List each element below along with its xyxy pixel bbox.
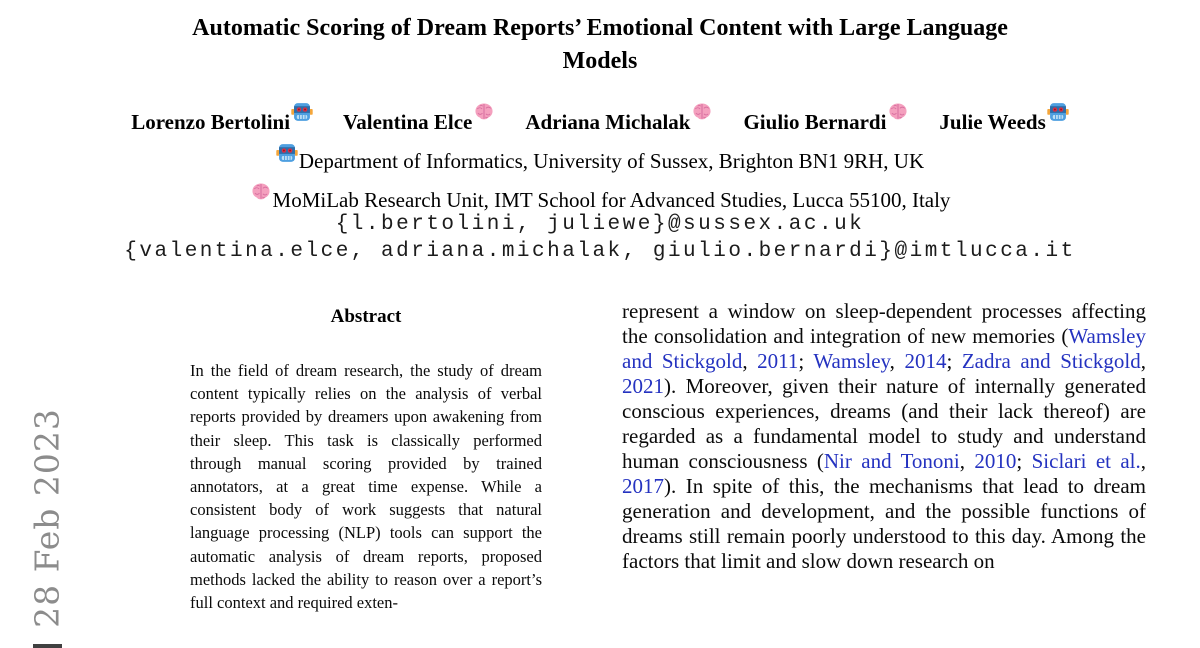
affiliation-imt	[0, 181, 1200, 213]
body-text-segment: ,	[742, 349, 758, 373]
author-name-text: Giulio Bernardi	[743, 110, 887, 134]
abstract-heading: Abstract	[330, 306, 402, 327]
body-text-segment: ;	[1016, 449, 1032, 473]
author-name-text: Adriana Michalak	[525, 110, 691, 134]
citation-link[interactable]: 2017	[622, 474, 664, 498]
paper-title: Automatic Scoring of Dream Reports’ Emotional Content with Large Language Models	[192, 15, 1008, 74]
brain-icon	[887, 101, 909, 123]
body-text-segment: represent a window on sleep-dependent processes affecting the consolidation and integration of new memories (	[622, 299, 1146, 348]
body-text-segment: ,	[1140, 349, 1146, 373]
body-text-segment: ). Moreover, given their nature of internally generated conscious experiences, dreams (and their lack thereof) are regarded as a fundamental model to study and understand human consciousness (	[622, 374, 1146, 473]
body-text-segment: ). In spite of this, the mechanisms that lead to dream generation and development, and the possible functions of dreams still remain poorly understood to this day. Among the factors that limit and slow down research on	[622, 474, 1146, 573]
citation-link[interactable]: 2010	[974, 449, 1017, 473]
body-text-segment: ,	[889, 349, 905, 373]
author-name	[343, 101, 495, 135]
introduction-column	[622, 299, 1146, 574]
arxiv-sidebar-fragment	[33, 644, 62, 648]
body-text-segment: ;	[798, 349, 814, 373]
author-name-text: Julie Weeds	[939, 110, 1046, 134]
citation-link[interactable]: Zadra and Stickgold	[961, 349, 1141, 373]
brain-icon	[250, 181, 272, 203]
arxiv-sidebar-date: 28 Feb 2023	[27, 408, 67, 628]
robot-icon	[276, 142, 298, 164]
citation-link[interactable]: 2014	[904, 349, 947, 373]
author-name	[939, 101, 1068, 135]
author-row	[0, 101, 1200, 135]
robot-icon	[1047, 101, 1069, 123]
author-name-text: Lorenzo Bertolini	[131, 110, 291, 134]
citation-link[interactable]: 2011	[757, 349, 799, 373]
affiliation-sussex	[0, 142, 1200, 174]
brain-icon	[473, 101, 495, 123]
author-name	[525, 101, 713, 135]
author-name	[743, 101, 909, 135]
author-name-text: Valentina Elce	[343, 110, 473, 134]
affiliation-text: Department of Informatics, University of Sussex, Brighton BN1 9RH, UK	[298, 149, 925, 173]
citation-link[interactable]: Siclari et al.	[1031, 449, 1141, 473]
citation-link[interactable]: Wamsley	[813, 349, 890, 373]
introduction-text	[622, 299, 1146, 574]
citation-link[interactable]: Nir and Tononi	[823, 449, 960, 473]
abstract-column	[190, 306, 542, 614]
body-text-segment: ,	[1140, 449, 1146, 473]
author-name	[131, 101, 313, 135]
citation-link[interactable]: 2021	[622, 374, 664, 398]
affiliation-text: MoMiLab Research Unit, IMT School for Advanced Studies, Lucca 55100, Italy	[272, 188, 951, 212]
brain-icon	[691, 101, 713, 123]
body-text-segment: ;	[946, 349, 962, 373]
email-line-sussex: {l.bertolini, juliewe}@sussex.ac.uk	[335, 213, 865, 236]
body-text-segment: ,	[959, 449, 975, 473]
email-line-imt: {valentina.elce, adriana.michalak, giulio.bernardi}@imtlucca.it	[124, 240, 1076, 263]
abstract-text: In the field of dream research, the study of dream content typically relies on the analysis of verbal reports provided by dreamers upon awakening from their sleep. This task is classically performed through manual scoring provided by trained annotators, at a great time expense. While a consistent body of work suggests that natural language processing (NLP) tools can support the automatic analysis of dream reports, proposed methods lacked the ability to reason over a report’s full context and required exten-	[190, 361, 542, 613]
robot-icon	[291, 101, 313, 123]
citation-link[interactable]: Wamsley and Stickgold	[622, 324, 1146, 373]
